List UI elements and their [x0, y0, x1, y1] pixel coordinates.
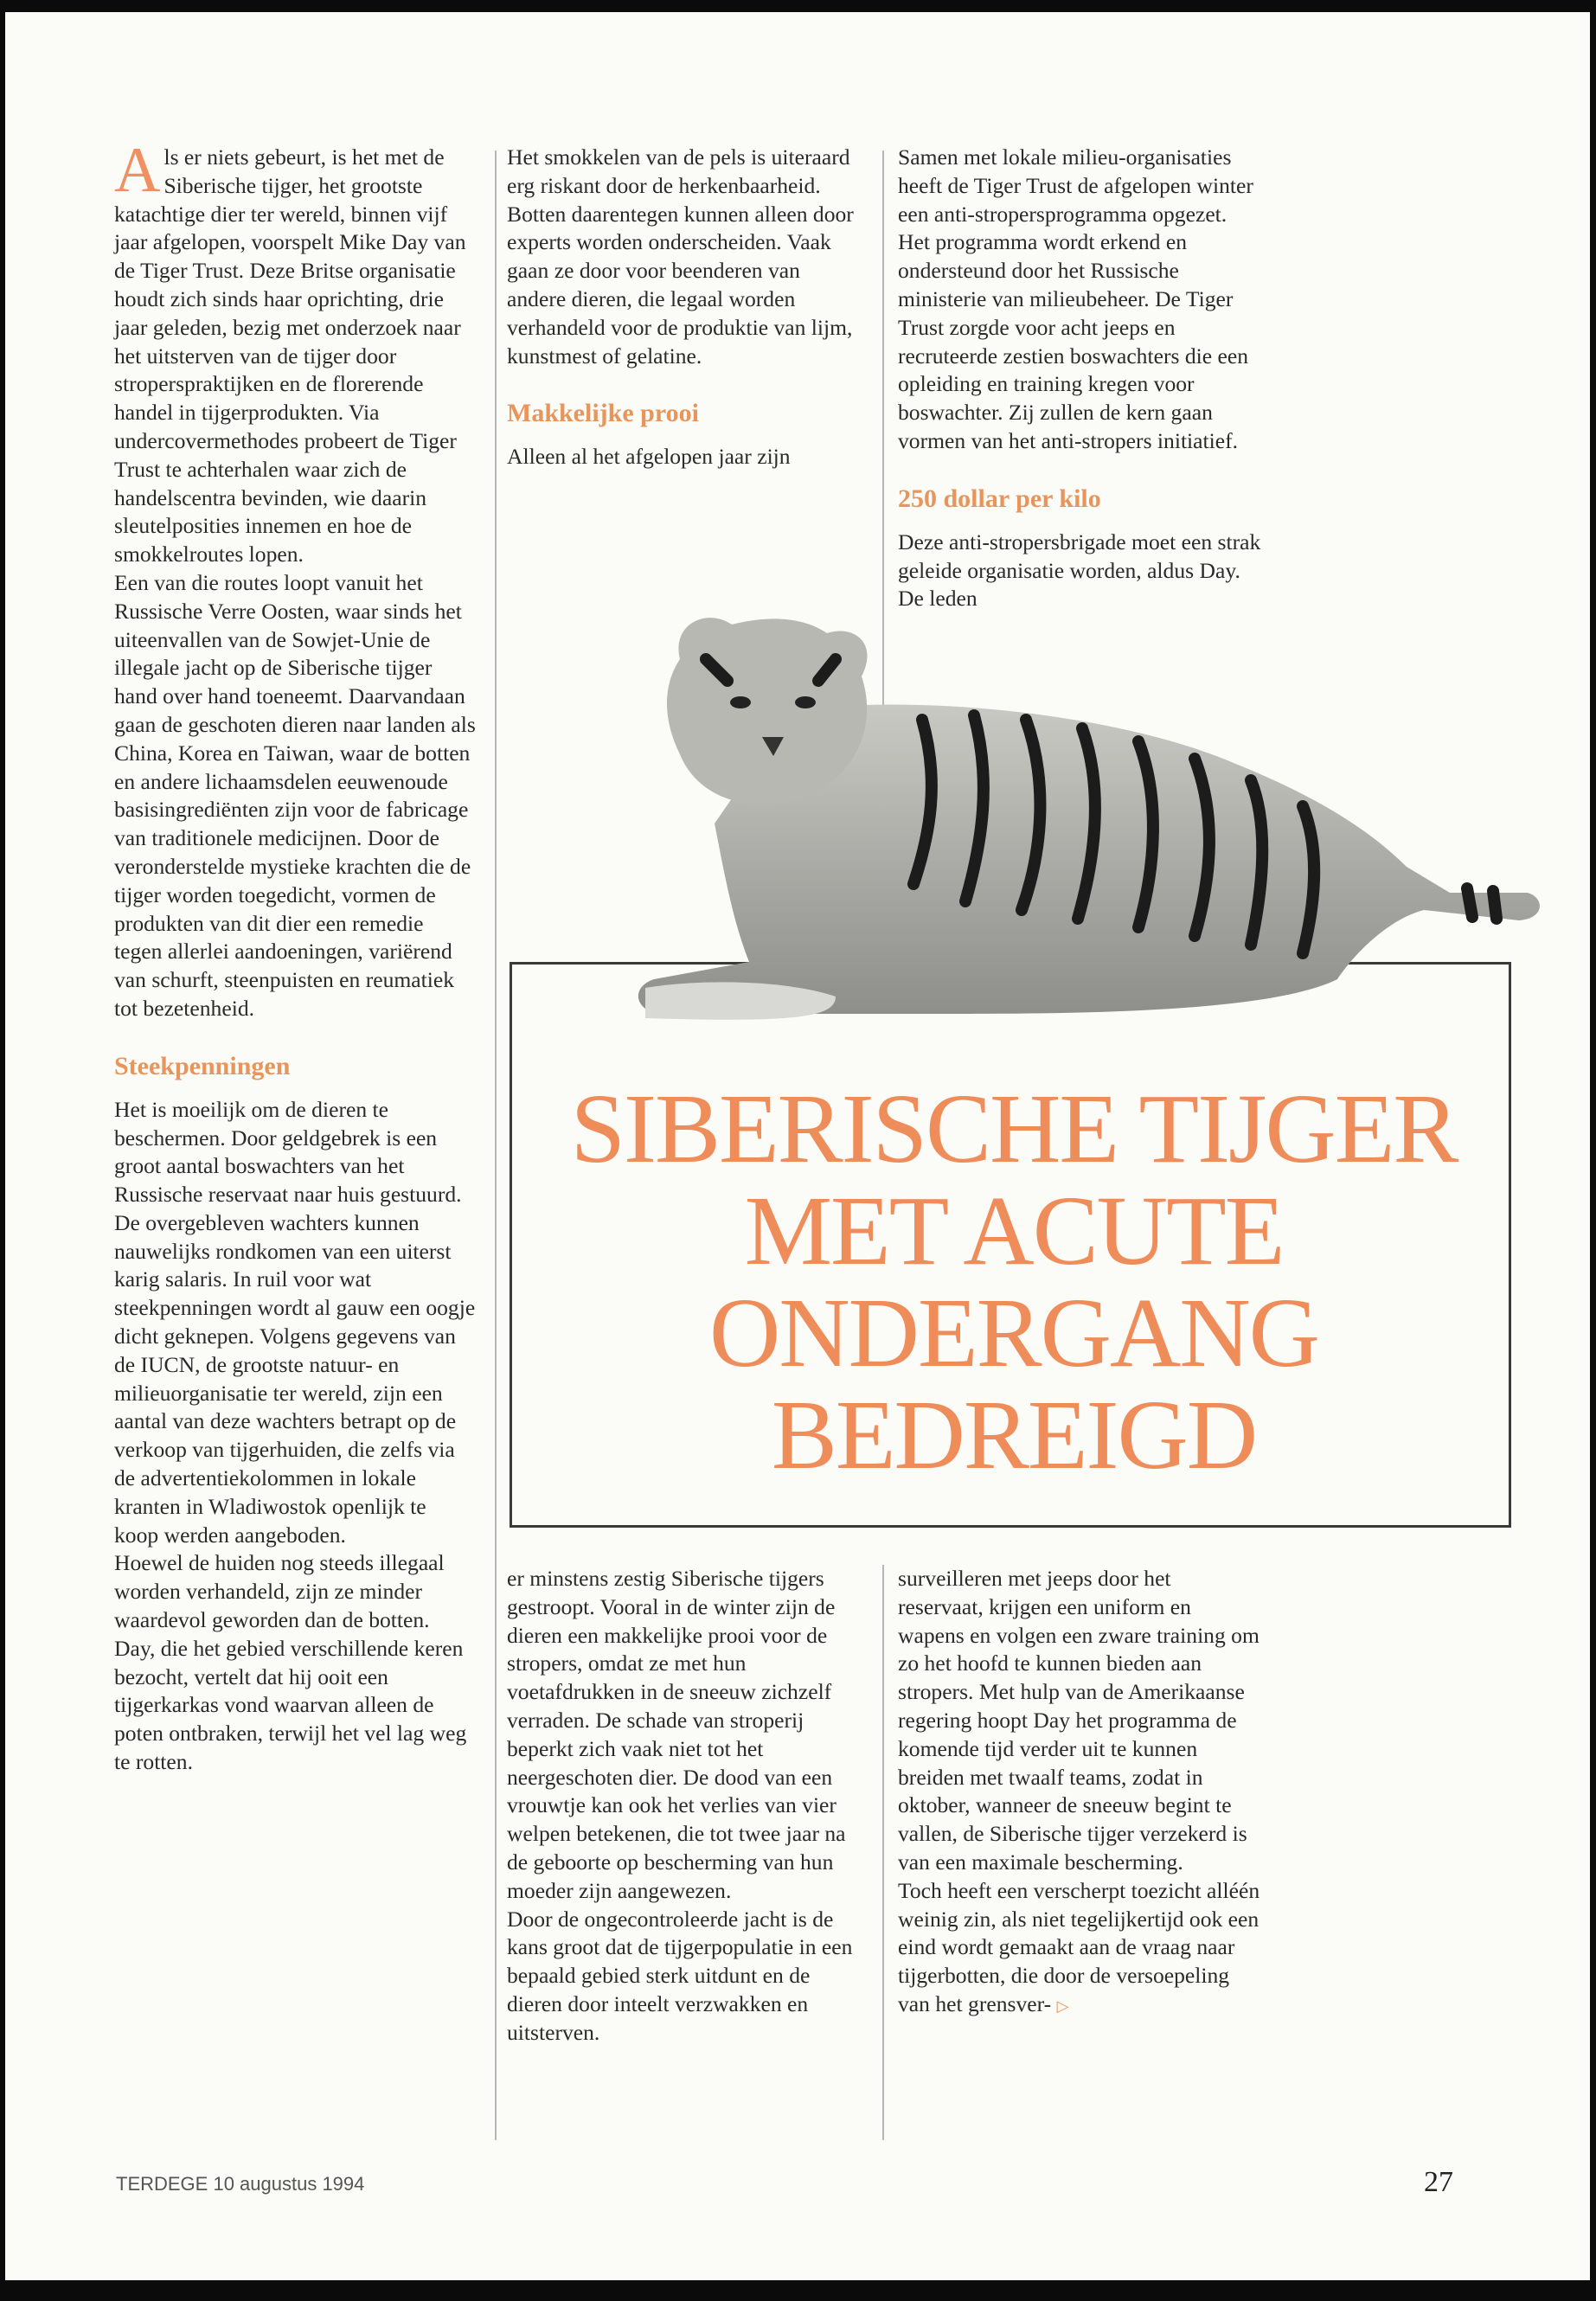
tiger-eye: [795, 696, 816, 708]
paragraph: Samen met lokale milieu-organisaties heeft de Tiger Trust de afgelopen winter een anti-stropersprogramma opgezet. Het programma wordt erkend en ondersteund door het Russische ministerie van milieubeheer. De Tiger Trust zorgde voor acht jeeps en recruteerde zestien boswachters die een opleiding en training kregen voor boswachter. Zij zullen de kern gaan vormen van het anti-stropers initiatief.: [898, 144, 1253, 453]
subheading-250-dollar: 250 dollar per kilo: [898, 484, 1101, 513]
page-number: 27: [1424, 2166, 1453, 2198]
paragraph: er minstens zestig Siberische tijgers gestroopt. Vooral in de winter zijn de dieren een makkelijke prooi voor de stropers, omdat ze met hun voetafdrukken in de sneeuw zichzelf verraden. De schade van stroperij beperkt zich vaak niet tot het neergeschoten dier. De dood van een vrouwtje kan ook het verlies van vier welpen betekenen, die tot twee jaar na de geboorte op bescherming van hun moeder zijn aangewezen.: [507, 1566, 846, 1903]
column-2-bottom: [507, 1565, 862, 2048]
subheading-makkelijke-prooi: Makkelijke prooi: [507, 399, 699, 428]
column-3-top: [898, 144, 1261, 613]
headline: [516, 1074, 1512, 1490]
paragraph: surveilleren met jeeps door het reservaat, krijgen een uniform en wapens en volgen een zware training om zo het hoofd te kunnen bieden aan stropers. Met hulp van de Amerikaanse regering hoopt Day het programma de komende tijd verder uit te kunnen breiden met twaalf teams, zodat in oktober, wanneer de sneeuw begint te vallen, de Siberische tijger verzekerd is van een maximale bescherming.: [898, 1566, 1259, 1875]
column-divider: [882, 1565, 884, 2140]
paragraph: Alleen al het afgelopen jaar zijn: [507, 444, 791, 470]
column-divider: [495, 151, 497, 2140]
column-3-bottom: [898, 1565, 1261, 2021]
paragraph: Het is moeilijk om de dieren te beschermen. Door geldgebrek is een groot aantal boswachters van het Russische reservaat naar huis gestuurd. De overgebleven wachters kunnen nauwelijks rondkomen van een uiterst karig salaris. In ruil voor wat steekpenningen wordt al gauw een oogje dicht geknepen. Volgens gegevens van de IUCN, de grootste natuur- en milieuorganisatie ter wereld, zijn een aantal van deze wachters betrapt op de verkoop van tijgerhuiden, die zelfs via de advertentiekolommen in lokale kranten in Wladiwostok openlijk te koop werden aangeboden.: [114, 1096, 476, 1548]
column-2-top: [507, 144, 862, 471]
subheading-steekpenningen: Steekpenningen: [114, 1051, 291, 1080]
paragraph: Deze anti-stropersbrigade moet een strak geleide organisatie worden, aldus Day. De leden: [898, 529, 1261, 612]
tiger-head: [667, 618, 867, 804]
tiger-eye: [730, 696, 751, 708]
drop-cap: A: [114, 135, 161, 206]
headline-line: BEDREIGD: [771, 1380, 1257, 1490]
column-1: [114, 135, 476, 1777]
paragraph: Het smokkelen van de pels is uiteraard erg riskant door de herkenbaarheid. Botten daarentegen kunnen alleen door experts worden onderscheiden. Vaak gaan ze door voor beenderen van andere dieren, die legaal worden verhandeld voor de produktie van lijm, kunstmest of gelatine.: [507, 144, 854, 369]
paragraph: Door de ongecontroleerde jacht is de kans groot dat de tijgerpopulatie in een bepaald gebied sterk uitdunt en de dieren door inteelt verzwakken en uitsterven.: [507, 1906, 853, 2045]
headline-line: SIBERISCHE TIJGER: [570, 1074, 1458, 1183]
continue-arrow-icon: ▷: [1056, 1997, 1069, 2015]
headline-line: ONDERGANG: [709, 1278, 1318, 1388]
headline-line: MET ACUTE: [744, 1176, 1284, 1285]
intro-paragraph: Als er niets gebeurt, is het met de Siberische tijger, het grootste katachtige dier ter wereld, binnen vijf jaar afgelopen, voorspelt Mike Day van de Tiger Trust. Deze Britse organisatie houdt zich sinds haar oprichting, drie jaar geleden, bezig met onderzoek naar het uitsterven van de tijger door stroperspraktijken en de florerende handel in tijgerprodukten. Via undercovermethodes probeert de Tiger Trust te achterhalen waar zich de handelscentra bevinden, wie daarin sleutelposities innemen en hoe de smokkelroutes lopen.: [114, 135, 466, 567]
tiger-photo: [576, 607, 1562, 1057]
paragraph: Een van die routes loopt vanuit het Russische Verre Oosten, waar sinds het uiteenvallen van de Sowjet-Unie de illegale jacht op de Siberische tijger hand over hand toeneemt. Daarvandaan gaan de geschoten dieren naar landen als China, Korea en Taiwan, waar de botten en andere lichaamsdelen eeuwenoude basisingrediënten zijn voor de fabricage van traditionele medicijnen. Door de veronderstelde mystieke krachten die de tijger worden toegedicht, vormen de produkten van dit dier een remedie tegen allerlei aandoeningen, variërend van schurft, steenpuisten en reumatiek tot bezetenheid.: [114, 569, 476, 1021]
magazine-page: [5, 12, 1590, 2280]
footer-publication: TERDEGE 10 augustus 1994: [116, 2173, 365, 2195]
paragraph: Toch heeft een verscherpt toezicht alléén weinig zin, als niet tegelijkertijd ook een eind wordt gemaakt aan de vraag naar tijgerbotten, die door de versoepeling van het grensver- ▷: [898, 1877, 1260, 2016]
paragraph: Hoewel de huiden nog steeds illegaal worden verhandeld, zijn ze minder waardevol geworden dan de botten. Day, die het gebied verschillende keren bezocht, vertelt dat hij ooit een tijgerkarkas vond waarvan alleen de poten ontbraken, terwijl het vel lag weg te rotten.: [114, 1550, 467, 1775]
